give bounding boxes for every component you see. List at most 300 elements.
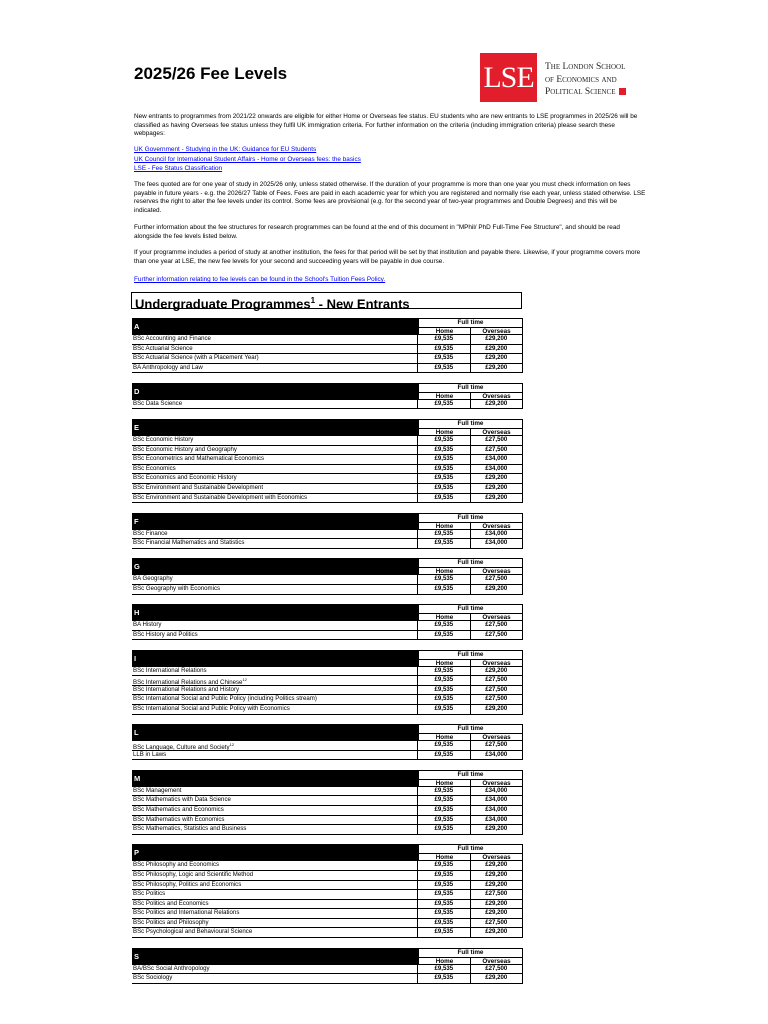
home-header: Home (435, 392, 454, 400)
home-fee: £9,535 (417, 686, 469, 695)
table-row (132, 964, 523, 974)
programme-name (132, 400, 417, 409)
overseas-fee: £34,000 (470, 751, 523, 760)
programme-name-text: BSc Financial Mathematics and Statistics (133, 539, 245, 547)
section-letter: M (132, 770, 419, 786)
section-header (132, 844, 523, 860)
programme-name-text: BSc International Relations (133, 666, 207, 674)
programme-name-text: BSc Actuarial Science (with a Placement Year) (133, 354, 259, 362)
column-headers (419, 383, 523, 399)
table-row (132, 870, 523, 880)
overseas-header: Overseas (470, 854, 522, 862)
table-row (132, 445, 523, 455)
home-fee: £9,535 (417, 705, 469, 714)
programme-name (132, 621, 417, 630)
overseas-fee: £29,200 (470, 494, 523, 503)
programme-name (132, 705, 417, 714)
home-fee: £9,535 (417, 919, 469, 928)
programme-name (132, 676, 417, 685)
home-fee: £9,535 (417, 881, 469, 890)
home-fee: £9,535 (417, 345, 469, 354)
programme-name (132, 909, 417, 918)
logo-line-3: Political Science (545, 87, 616, 97)
lse-logo-wordmark (545, 61, 626, 99)
overseas-fee: £34,000 (470, 816, 523, 825)
home-fee: £9,535 (417, 539, 469, 548)
home-header: Home (435, 779, 454, 787)
programme-name-text: BSc International Relations and History (133, 685, 240, 693)
programme-name (132, 796, 417, 805)
full-time-label: Full time (419, 949, 522, 958)
table-row (132, 473, 523, 483)
overseas-fee: £34,000 (470, 787, 523, 796)
programme-name (132, 455, 417, 464)
overseas-fee: £27,500 (470, 695, 523, 704)
overseas-fee: £27,500 (470, 890, 523, 899)
table-row (132, 805, 523, 815)
programme-name (132, 494, 417, 503)
programme-name-text: BSc Philosophy, Politics and Economics (133, 880, 242, 888)
programme-name (132, 335, 417, 344)
column-headers (419, 558, 523, 574)
table-row (132, 824, 523, 834)
full-time-label: Full time (419, 605, 522, 614)
programme-name-text: BSc Politics and Philosophy (133, 918, 209, 926)
home-fee: £9,535 (417, 494, 469, 503)
programme-name (132, 585, 417, 594)
table-row (132, 529, 523, 539)
logo-line-3-row (545, 86, 626, 99)
overseas-fee: £29,200 (470, 928, 523, 937)
tuition-fees-policy-link[interactable]: Further information relating to fee levels can be found in the School's Tuition Fees Policy. (134, 276, 386, 283)
guidance-links (134, 145, 361, 174)
table-row (132, 740, 523, 750)
table-row (132, 483, 523, 493)
programme-name (132, 890, 417, 899)
overseas-header: Overseas (470, 328, 522, 336)
overseas-fee: £27,500 (470, 575, 523, 584)
programme-name-text: BSc Economics and Economic History (133, 474, 237, 482)
table-row (132, 704, 523, 714)
section-letter: F (132, 513, 419, 529)
overseas-fee: £27,500 (470, 919, 523, 928)
programme-name (132, 919, 417, 928)
programme-name (132, 631, 417, 640)
table-row (132, 675, 523, 685)
section-letter: A (132, 318, 419, 334)
programme-name-text: BSc Philosophy and Economics (133, 861, 220, 869)
logo-square-icon (619, 88, 626, 95)
overseas-fee: £34,000 (470, 806, 523, 815)
table-row (132, 685, 523, 695)
link-uk-gov-eu-guidance[interactable]: UK Government - Studying in the UK: Guidance for EU Students (134, 146, 317, 153)
fee-table-section (132, 650, 523, 715)
table-row (132, 464, 523, 474)
programme-name (132, 871, 417, 880)
home-fee: £9,535 (417, 787, 469, 796)
section-letter: I (132, 650, 419, 666)
page-title: 2025/26 Fee Levels (134, 64, 288, 83)
overseas-fee: £27,500 (470, 631, 523, 640)
programme-name-text: BSc Accounting and Finance (133, 335, 211, 342)
intro-paragraph-4: If your programme includes a period of study at another institution, the fees for that period will be set by that institution and payable there. Likewise, if your programme covers more than one year at LSE, the new fee levels for your second and succeeding years will be payable in due course. (134, 249, 641, 265)
programme-name-text: BSc Mathematics with Data Science (133, 796, 231, 804)
programme-name-text: BSc Politics (133, 890, 166, 898)
home-fee: £9,535 (417, 890, 469, 899)
table-row (132, 918, 523, 928)
home-fee: £9,535 (417, 585, 469, 594)
column-headers (419, 604, 523, 620)
table-row (132, 786, 523, 796)
overseas-fee: £29,200 (470, 825, 523, 834)
programme-name-text: BSc Politics and Economics (133, 899, 209, 907)
home-fee: £9,535 (417, 751, 469, 760)
fee-table-section (132, 948, 523, 984)
column-headers (419, 770, 523, 786)
lse-logo-mark: LSE (480, 53, 537, 102)
overseas-fee: £27,500 (470, 621, 523, 630)
programme-name (132, 751, 417, 760)
section-letter: G (132, 558, 419, 574)
programme-name-text: BSc International Social and Public Policy (including Politics stream) (133, 695, 317, 703)
home-fee: £9,535 (417, 861, 469, 870)
programme-name-text: BSc Environment and Sustainable Development with Economics (133, 493, 308, 501)
home-fee: £9,535 (417, 436, 469, 445)
column-headers (419, 318, 523, 334)
home-header: Home (435, 659, 454, 667)
section-letter: E (132, 419, 419, 435)
overseas-fee: £27,500 (470, 446, 523, 455)
programme-name-text: BSc International Social and Public Policy with Economics (133, 705, 290, 713)
home-fee: £9,535 (417, 909, 469, 918)
ug-title-text: Undergraduate Programmes (135, 296, 311, 312)
overseas-header: Overseas (470, 568, 522, 576)
programme-name-text: BSc International Relations and Chinese (133, 679, 243, 685)
overseas-fee: £27,500 (470, 686, 523, 695)
programme-name-text: BSc Geography with Economics (133, 584, 221, 592)
programme-name (132, 484, 417, 493)
fee-table-section (132, 724, 523, 760)
section-header (132, 318, 523, 334)
home-fee: £9,535 (417, 400, 469, 409)
home-fee: £9,535 (417, 695, 469, 704)
overseas-fee: £29,200 (470, 474, 523, 483)
table-row (132, 889, 523, 899)
home-header: Home (435, 568, 454, 576)
table-row (132, 538, 523, 548)
overseas-fee: £29,200 (470, 667, 523, 676)
programme-name (132, 881, 417, 890)
programme-name-text: BSc Language, Culture and Society (133, 744, 230, 750)
overseas-header: Overseas (470, 958, 522, 966)
table-row (132, 899, 523, 909)
programme-name (132, 354, 417, 363)
home-fee: £9,535 (417, 474, 469, 483)
overseas-fee: £29,200 (470, 354, 523, 363)
programme-name-text: BSc Econometrics and Mathematical Economics (133, 455, 265, 463)
programme-name (132, 974, 417, 983)
programme-name (132, 965, 417, 974)
home-header: Home (435, 614, 454, 621)
fee-table-section (132, 558, 523, 594)
full-time-label: Full time (419, 845, 522, 854)
column-headers (419, 948, 523, 964)
home-fee: £9,535 (417, 354, 469, 363)
programme-name (132, 695, 417, 704)
programme-name (132, 816, 417, 825)
programme-name (132, 806, 417, 815)
intro-paragraph-2: The fees quoted are for one year of study in 2025/26 only, unless stated otherwise. If the duration of your programme is more than one year you must check information on fees payable in future years - e.g. the 2026/27 Table of Fees. Fees are paid in each academic year for which you are registered and normally rise each year, unless stated otherwise. LSE reserves the right to alter the fee levels under its control. Some fees are provisional (e.g. for the second year of two-year programmes and Double Degrees) and this will be indicated. (134, 181, 646, 214)
section-header (132, 604, 523, 620)
overseas-fee: £29,200 (470, 909, 523, 918)
overseas-fee: £29,200 (470, 861, 523, 870)
overseas-fee: £29,200 (470, 585, 523, 594)
home-header: Home (435, 328, 454, 335)
programme-name-text: BA History (133, 621, 162, 628)
programme-name (132, 861, 417, 870)
overseas-fee: £29,200 (470, 900, 523, 909)
fee-table-section (132, 513, 523, 549)
fee-table-section (132, 844, 523, 938)
programme-name (132, 667, 417, 676)
programme-name-text: BSc Psychological and Behavioural Science (133, 928, 253, 936)
link-ukcisa-fees[interactable]: UK Council for International Student Affairs - Home or Overseas fees: the basics (134, 155, 361, 163)
table-row (132, 584, 523, 594)
home-fee: £9,535 (417, 530, 469, 539)
table-row (132, 454, 523, 464)
overseas-fee: £29,200 (470, 400, 523, 409)
table-row (132, 795, 523, 805)
home-fee: £9,535 (417, 676, 469, 685)
table-row (132, 344, 523, 354)
full-time-label: Full time (419, 651, 522, 660)
home-fee: £9,535 (417, 465, 469, 474)
home-fee: £9,535 (417, 455, 469, 464)
overseas-header: Overseas (470, 393, 522, 401)
programme-name (132, 787, 417, 796)
programme-name (132, 686, 417, 695)
column-headers (419, 724, 523, 740)
overseas-header: Overseas (470, 614, 522, 622)
table-row (132, 908, 523, 918)
programme-name-text: BSc Actuarial Science (133, 344, 193, 352)
full-time-label: Full time (419, 384, 522, 393)
overseas-fee: £34,000 (470, 539, 523, 548)
programme-name (132, 530, 417, 539)
programme-name (132, 900, 417, 909)
programme-name-text: BSc Finance (133, 529, 168, 537)
programme-name-text: BSc Economics (133, 464, 176, 472)
home-fee: £9,535 (417, 575, 469, 584)
home-fee: £9,535 (417, 928, 469, 937)
section-letter: S (132, 948, 419, 964)
table-row (132, 493, 523, 503)
section-header (132, 948, 523, 964)
overseas-fee: £29,200 (470, 871, 523, 880)
column-headers (419, 650, 523, 666)
programme-name-text: BSc Data Science (133, 399, 183, 407)
table-row (132, 353, 523, 363)
column-headers (419, 419, 523, 435)
programme-name (132, 436, 417, 445)
intro-paragraph-3: Further information about the fee structures for research programmes can be found at the end of this document in "MPhil/ PhD Full-Time Fee Structure", and should be read alongside the fee levels listed below. (134, 224, 620, 240)
column-headers (419, 844, 523, 860)
section-letter: P (132, 844, 419, 860)
fee-table-section (132, 604, 523, 640)
overseas-fee: £29,200 (470, 705, 523, 714)
full-time-label: Full time (419, 420, 522, 429)
full-time-label: Full time (419, 319, 522, 328)
table-row (132, 630, 523, 640)
programme-name-text: BA Geography (133, 575, 173, 583)
link-lse-fee-status[interactable]: LSE - Fee Status Classification (134, 165, 223, 173)
home-fee: £9,535 (417, 364, 469, 373)
programme-name-text: BSc Economic History (133, 435, 194, 443)
overseas-header: Overseas (470, 429, 522, 437)
overseas-fee: £29,200 (470, 345, 523, 354)
home-fee: £9,535 (417, 965, 469, 974)
home-fee: £9,535 (417, 446, 469, 455)
programme-name (132, 928, 417, 937)
overseas-fee: £34,000 (470, 796, 523, 805)
programme-name-text: BSc Economic History and Geography (133, 445, 237, 453)
overseas-fee: £34,000 (470, 455, 523, 464)
programme-name-text: BSc Mathematics, Statistics and Business (133, 825, 247, 833)
fee-table-section (132, 419, 523, 503)
programme-footnote: 12 (229, 742, 235, 748)
overseas-header: Overseas (470, 660, 522, 668)
home-header: Home (435, 734, 454, 742)
programme-name-text: BA/BSc Social Anthropology (133, 964, 210, 972)
section-header (132, 419, 523, 435)
fee-table-section (132, 383, 523, 410)
programme-name-text: BSc Mathematics with Economics (133, 815, 225, 823)
programme-name-text: BSc Sociology (133, 974, 173, 982)
home-fee: £9,535 (417, 796, 469, 805)
full-time-label: Full time (419, 771, 522, 780)
overseas-fee: £29,200 (470, 335, 523, 344)
undergraduate-section-title (131, 292, 522, 312)
programme-name (132, 825, 417, 834)
programme-name (132, 345, 417, 354)
section-letter: H (132, 604, 419, 620)
overseas-header: Overseas (470, 734, 522, 742)
home-header: Home (435, 428, 454, 436)
programme-name-text: BSc Management (133, 786, 182, 794)
home-fee: £9,535 (417, 900, 469, 909)
table-row (132, 363, 523, 373)
overseas-fee: £27,500 (470, 741, 523, 750)
table-row (132, 694, 523, 704)
table-row (132, 815, 523, 825)
table-row (132, 334, 523, 344)
home-fee: £9,535 (417, 335, 469, 344)
table-row (132, 620, 523, 630)
programme-name (132, 446, 417, 455)
programme-name-text: BSc Politics and International Relations (133, 909, 240, 917)
table-row (132, 435, 523, 445)
programme-name (132, 741, 417, 750)
home-fee: £9,535 (417, 816, 469, 825)
overseas-fee: £34,000 (470, 465, 523, 474)
overseas-fee: £34,000 (470, 530, 523, 539)
intro-paragraph-1: New entrants to programmes from 2021/22 onwards are eligible for either Home or Overseas fee status. EU students who are new entrants to LSE programmes in 2025/26 will be classified as having Overseas fee status unless they fulfil UK immigration criteria. For further information on the criteria (including immigration criteria) please search these webpages: (134, 113, 638, 138)
table-row (132, 750, 523, 760)
programme-name-text: BSc Mathematics and Economics (133, 806, 224, 814)
programme-name (132, 474, 417, 483)
home-fee: £9,535 (417, 621, 469, 630)
logo-line-1: The London School (545, 62, 626, 72)
table-row (132, 927, 523, 937)
section-header (132, 770, 523, 786)
overseas-fee: £27,500 (470, 676, 523, 685)
home-header: Home (435, 854, 454, 862)
table-row (132, 973, 523, 983)
overseas-fee: £29,200 (470, 881, 523, 890)
programme-name-text: BSc History and Politics (133, 630, 198, 638)
section-letter: D (132, 383, 419, 399)
overseas-header: Overseas (470, 780, 522, 788)
ug-title-footnote: 1 (310, 296, 316, 305)
full-time-label: Full time (419, 559, 522, 568)
section-header (132, 724, 523, 740)
programme-name (132, 465, 417, 474)
lse-logo (480, 53, 638, 103)
home-header: Home (435, 957, 454, 965)
column-headers (419, 513, 523, 529)
fee-table-section (132, 770, 523, 835)
programme-name-text: LLB in Laws (133, 750, 167, 758)
logo-line-2: of Economics and (545, 74, 617, 85)
home-fee: £9,535 (417, 825, 469, 834)
table-row (132, 574, 523, 584)
full-time-label: Full time (419, 514, 522, 523)
home-fee: £9,535 (417, 484, 469, 493)
programme-name (132, 539, 417, 548)
table-row (132, 399, 523, 409)
home-fee: £9,535 (417, 741, 469, 750)
ug-title-suffix: - New Entrants (315, 296, 410, 312)
programme-name-text: BA Anthropology and Law (133, 363, 203, 371)
home-fee: £9,535 (417, 871, 469, 880)
programme-footnote: 12 (242, 677, 247, 683)
home-fee: £9,535 (417, 806, 469, 815)
overseas-fee: £27,500 (470, 436, 523, 445)
overseas-fee: £29,200 (470, 484, 523, 493)
programme-name-text: BSc Environment and Sustainable Development (133, 483, 264, 491)
programme-name-text: BSc Philosophy, Logic and Scientific Method (133, 870, 254, 878)
overseas-fee: £29,200 (470, 364, 523, 373)
overseas-fee: £29,200 (470, 974, 523, 983)
home-fee: £9,535 (417, 974, 469, 983)
fee-tables (132, 318, 523, 993)
table-row (132, 880, 523, 890)
section-header (132, 650, 523, 666)
section-header (132, 383, 523, 399)
programme-name (132, 575, 417, 584)
full-time-label: Full time (419, 725, 522, 734)
table-row (132, 860, 523, 870)
programme-name (132, 364, 417, 373)
home-fee: £9,535 (417, 631, 469, 640)
overseas-fee: £27,500 (470, 965, 523, 974)
home-header: Home (435, 522, 454, 530)
home-fee: £9,535 (417, 667, 469, 676)
section-header (132, 558, 523, 574)
table-row (132, 666, 523, 676)
overseas-header: Overseas (470, 523, 522, 531)
section-letter: L (132, 724, 419, 740)
